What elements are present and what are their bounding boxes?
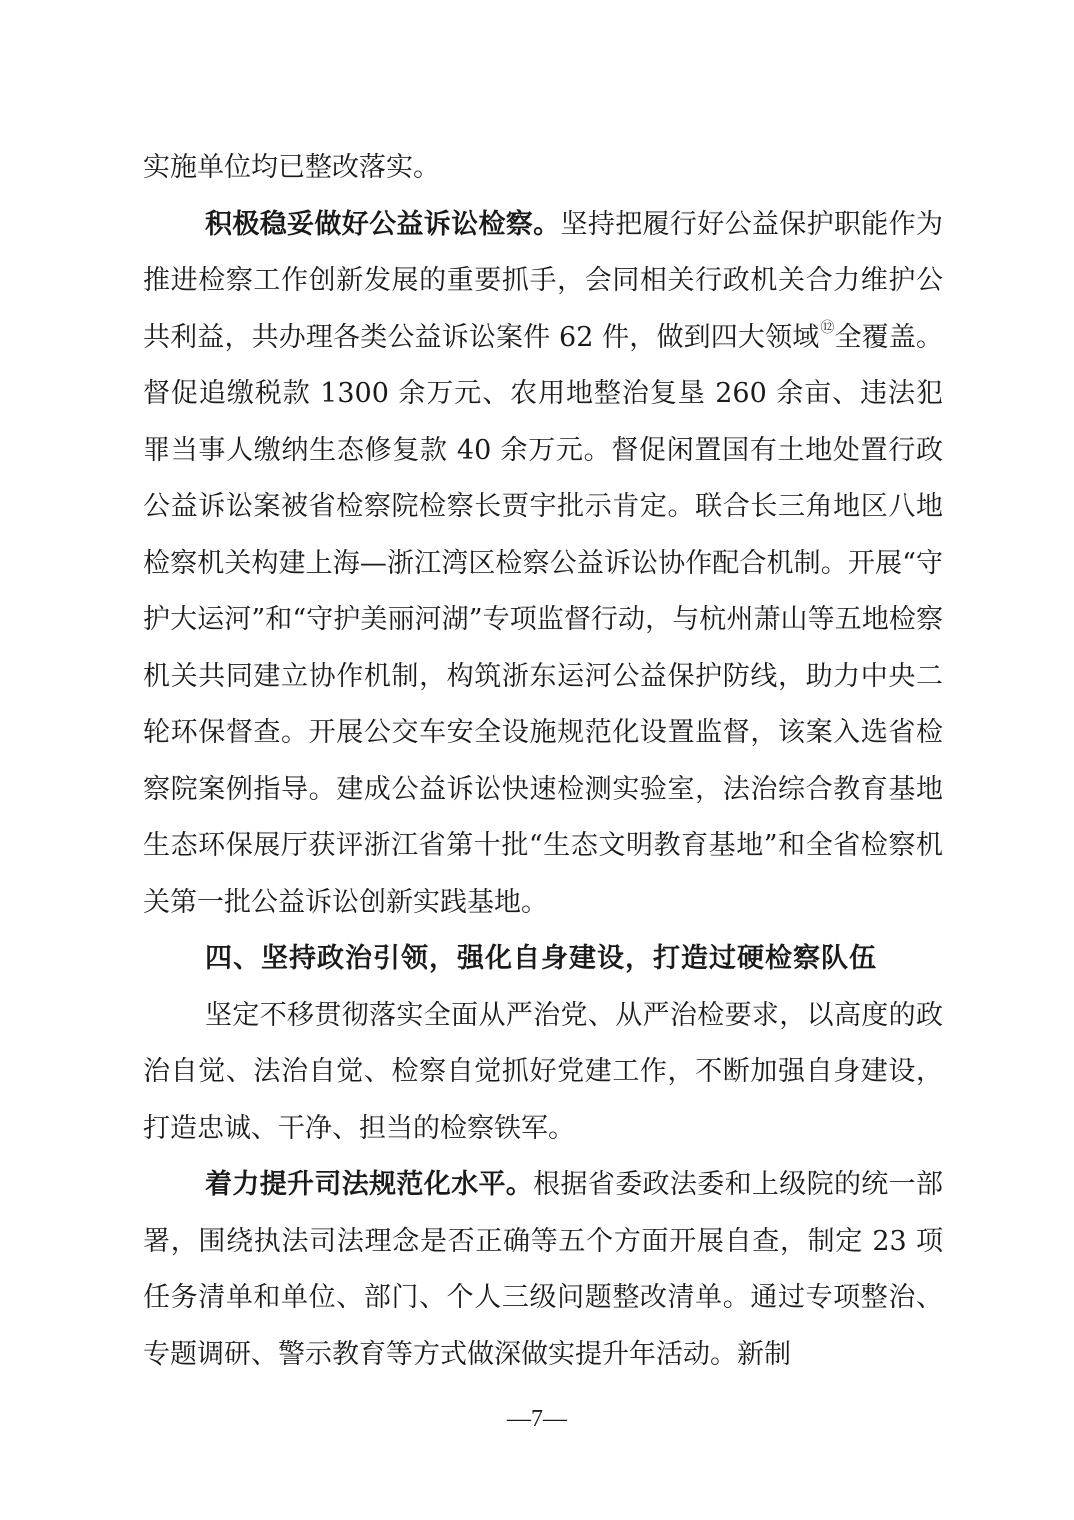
document-body bbox=[143, 140, 943, 1383]
page-number: —7— bbox=[507, 1406, 567, 1432]
paragraph-lead-title: 积极稳妥做好公益诉讼检察。 bbox=[205, 208, 561, 240]
paragraph-continuation: 实施单位均已整改落实。 bbox=[143, 152, 440, 183]
paragraph-text: 全覆盖。督促追缴税款 1300 余万元、农用地整治复垦 260 余亩、违法犯罪当事人缴纳生态修复款 40 余万元。督促闲置国有土地处置行政公益诉讼案被省检察院检察长贾宇批示肯定。联合长三角地区八地检察机关构建上海—浙江湾区检察公益诉讼协作配合机制。开展“守护大运河”和“守护美丽河湖”专项监督行动，与杭州萧山等五地检察机关共同建立协作机制，构筑浙东运河公益保护防线，助力中央二轮环保督查。开展公交车安全设施规范化设置监督，该案入选省检察院案例指导。建成公益诉讼快速检测实验室，法治综合教育基地生态环保展厅获评浙江省第十批“生态文明教育基地”和全省检察机关第一批公益诉讼创新实践基地。 bbox=[143, 321, 943, 918]
paragraph-lead-title: 着力提升司法规范化水平。 bbox=[205, 1169, 534, 1200]
paragraph-public-interest-litigation bbox=[143, 197, 943, 932]
paragraph-judicial-standardization bbox=[143, 1157, 943, 1383]
paragraph-text: 根据省委政法委和上级院的统一部署，围绕执法司法理念是否正确等五个方面开展自查，制定 23 项任务清单和单位、部门、个人三级问题整改清单。通过专项整治、专题调研、警示教育等方式做深做实提升年活动。新制 bbox=[143, 1169, 944, 1370]
paragraph-text: 坚持把履行好公益保护职能作为推进检察工作创新发展的重要抓手，会同相关行政机关合力维护公共利益，共办理各类公益诉讼案件 62 件，做到四大领域 bbox=[143, 208, 943, 353]
paragraph-section-intro: 坚定不移贯彻落实全面从严治党、从严治检要求，以高度的政治自觉、法治自觉、检察自觉抓好党建工作，不断加强自身建设，打造忠诚、干净、担当的检察铁军。 bbox=[143, 999, 943, 1144]
section-heading: 四、坚持政治引领，强化自身建设，打造过硬检察队伍 bbox=[205, 943, 877, 974]
footnote-marker[interactable]: ⑫ bbox=[820, 319, 835, 336]
